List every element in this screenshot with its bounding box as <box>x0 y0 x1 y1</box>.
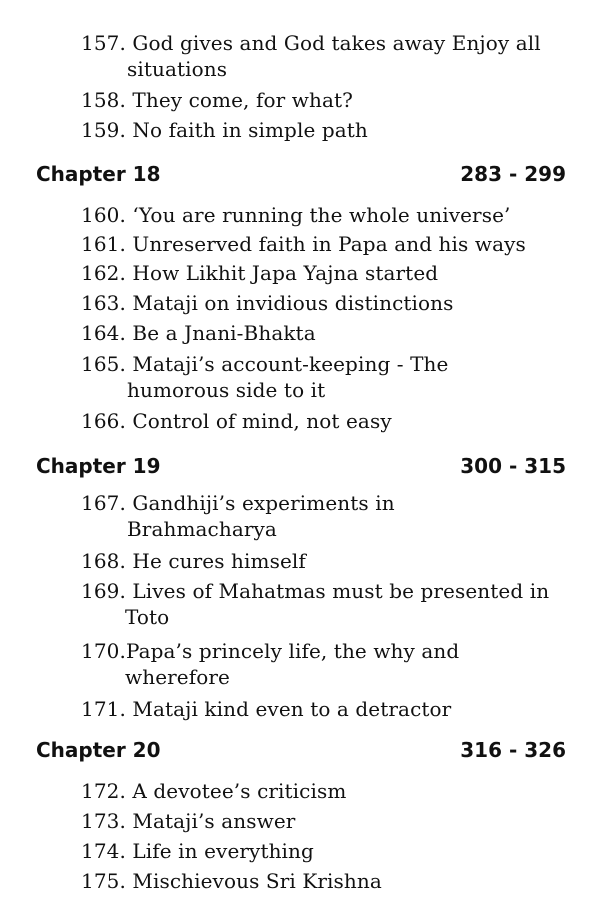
toc-entry-163 <box>81 290 454 316</box>
entry-title: Mataji’s account-keeping - The <box>132 352 449 376</box>
toc-entry-175 <box>81 868 382 894</box>
toc-entry-161 <box>81 231 526 257</box>
toc-entry-168 <box>81 548 306 574</box>
entry-title: Life in everything <box>132 839 314 863</box>
chapter-page-range: 300 - 315 <box>460 454 566 478</box>
entry-number: 170. <box>81 639 126 663</box>
entry-title: Mischievous Sri Krishna <box>132 869 382 893</box>
entry-number: 169. <box>81 579 126 603</box>
toc-entry-174 <box>81 838 314 864</box>
entry-number: 158. <box>81 88 126 112</box>
entry-number: 172. <box>81 779 126 803</box>
chapter-page-range: 283 - 299 <box>460 162 566 186</box>
entry-title: He cures himself <box>132 549 306 573</box>
entry-title: No faith in simple path <box>132 118 368 142</box>
entry-title: Papa’s princely life, the why and <box>125 639 460 663</box>
toc-entry-160 <box>81 202 510 228</box>
entry-number: 157. <box>81 31 126 55</box>
entry-number: 167. <box>81 491 126 515</box>
entry-number: 175. <box>81 869 126 893</box>
entry-title-continued: humorous side to it <box>127 378 326 402</box>
entry-title-continued: wherefore <box>125 665 230 689</box>
entry-title-continued: Brahmacharya <box>127 517 277 541</box>
toc-entry-162 <box>81 260 438 286</box>
chapter-title: Chapter 18 <box>36 162 161 186</box>
entry-title-continued: Toto <box>125 605 170 629</box>
toc-entry-158 <box>81 87 353 113</box>
chapter-heading-19 <box>36 453 566 479</box>
entry-number: 159. <box>81 118 126 142</box>
entry-title: Gandhiji’s experiments in <box>132 491 395 515</box>
entry-number: 160. <box>81 203 126 227</box>
entry-title: Mataji kind even to a detractor <box>132 697 452 721</box>
entry-number: 173. <box>81 809 126 833</box>
entry-number: 163. <box>81 291 126 315</box>
entry-number: 174. <box>81 839 126 863</box>
entry-title: Control of mind, not easy <box>132 409 392 433</box>
toc-entry-170 <box>81 638 459 690</box>
chapter-page-range: 316 - 326 <box>460 738 566 762</box>
chapter-title: Chapter 19 <box>36 454 161 478</box>
entry-title: Unreserved faith in Papa and his ways <box>132 232 526 256</box>
chapter-heading-18 <box>36 161 566 187</box>
entry-number: 161. <box>81 232 126 256</box>
toc-entry-172 <box>81 778 346 804</box>
entry-title: Mataji’s answer <box>132 809 296 833</box>
toc-entry-157 <box>81 30 541 82</box>
entry-number: 171. <box>81 697 126 721</box>
entry-number: 164. <box>81 321 126 345</box>
entry-title: Lives of Mahatmas must be presented in <box>132 579 550 603</box>
entry-title: Be a Jnani-Bhakta <box>132 321 316 345</box>
entry-number: 168. <box>81 549 126 573</box>
entry-title: They come, for what? <box>132 88 353 112</box>
toc-entry-165 <box>81 351 448 403</box>
entry-title: ‘You are running the whole universe’ <box>132 203 511 227</box>
entry-title: God gives and God takes away Enjoy all <box>132 31 541 55</box>
entry-title-continued: situations <box>127 57 228 81</box>
chapter-heading-20 <box>36 737 566 763</box>
chapter-title: Chapter 20 <box>36 738 161 762</box>
toc-entry-166 <box>81 408 392 434</box>
entry-number: 162. <box>81 261 126 285</box>
entry-title: How Likhit Japa Yajna started <box>132 261 439 285</box>
entry-number: 166. <box>81 409 126 433</box>
toc-entry-159 <box>81 117 368 143</box>
toc-entry-169 <box>81 578 549 630</box>
entry-number: 165. <box>81 352 126 376</box>
toc-entry-164 <box>81 320 316 346</box>
toc-entry-171 <box>81 696 451 722</box>
toc-entry-167 <box>81 490 395 542</box>
entry-title: Mataji on invidious distinctions <box>132 291 454 315</box>
entry-title: A devotee’s criticism <box>132 779 347 803</box>
toc-entry-173 <box>81 808 295 834</box>
